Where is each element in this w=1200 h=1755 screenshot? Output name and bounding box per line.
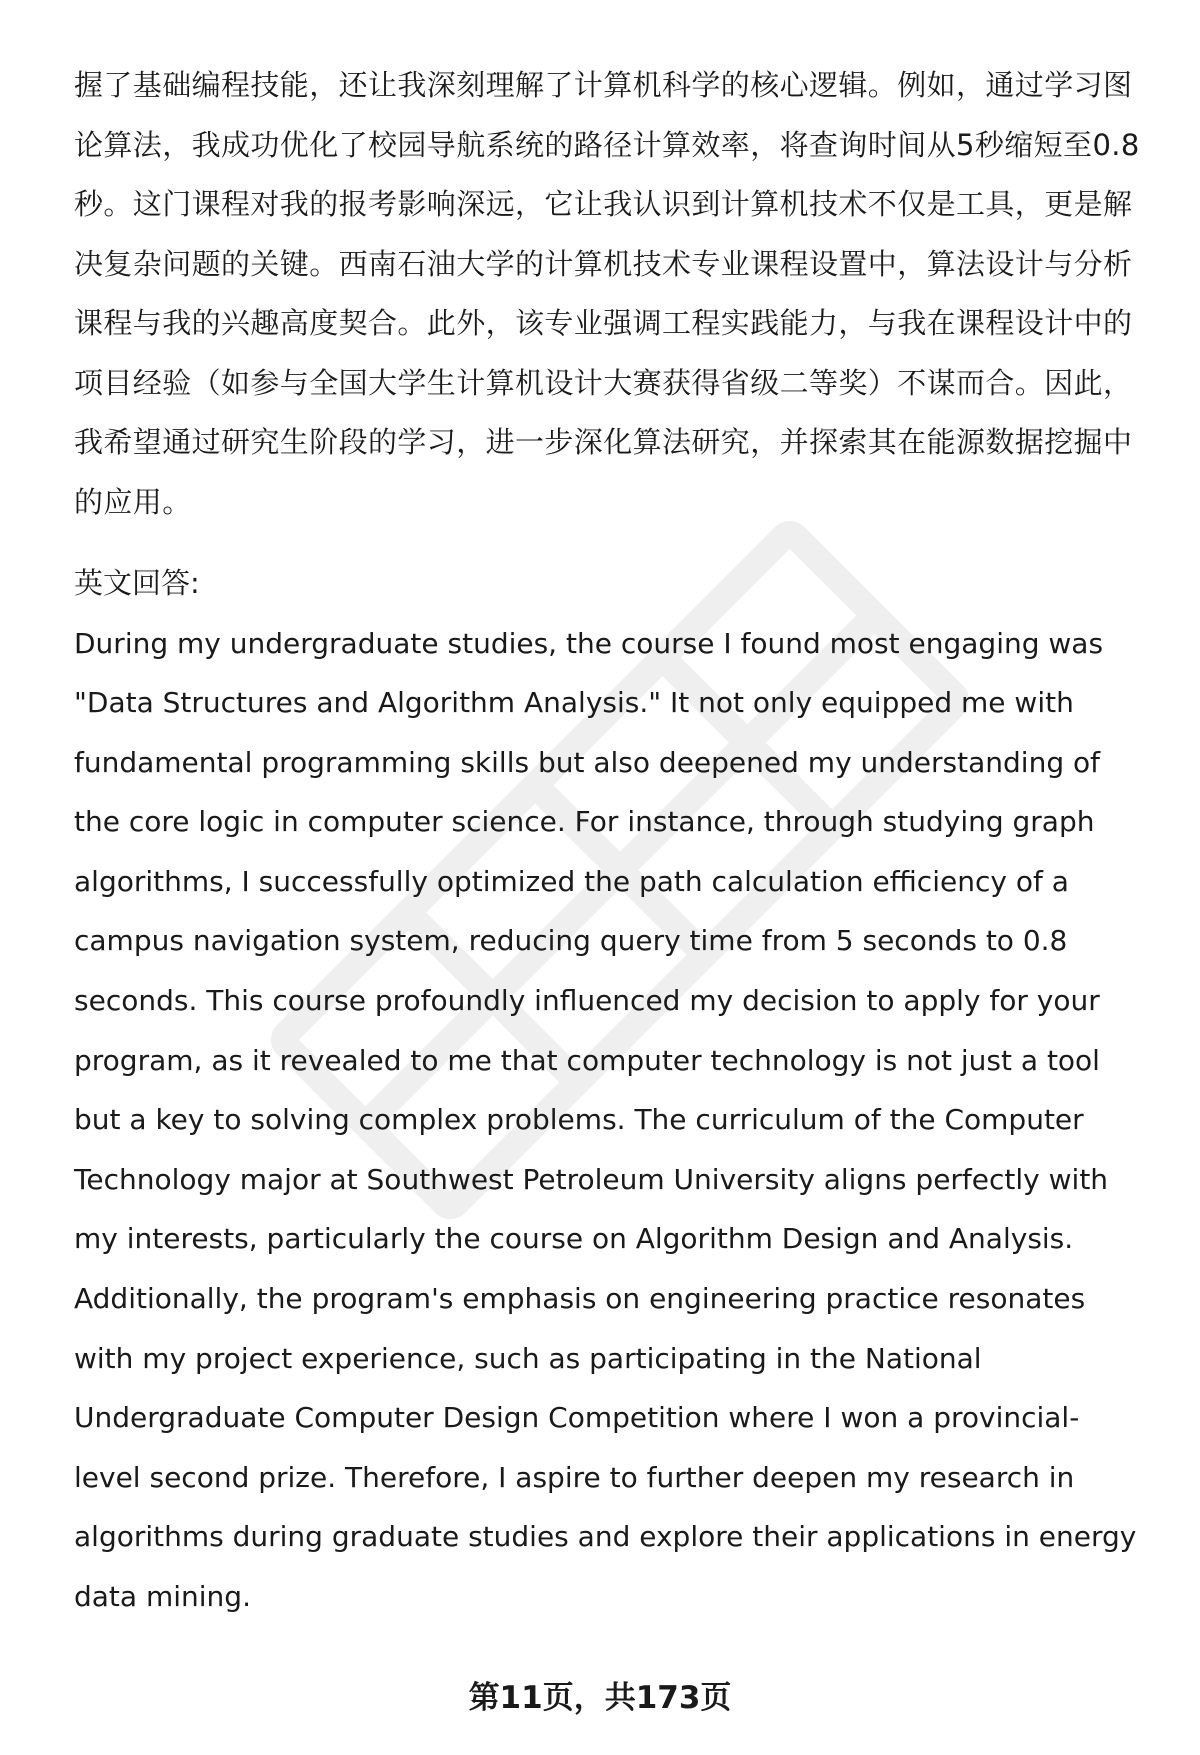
paragraph-line: During my undergraduate studies, the course I found most engaging was bbox=[74, 626, 1104, 660]
paragraph-line: Undergraduate Computer Design Competition where I won a provincial- bbox=[74, 1401, 1080, 1435]
paragraph-line: with my project experience, such as participating in the National bbox=[74, 1341, 982, 1375]
paragraph-line: 课程与我的兴趣高度契合。此外，该专业强调工程实践能力，与我在课程设计中的 bbox=[74, 306, 1133, 340]
paragraph-line: 项目经验（如参与全国大学生计算机设计大赛获得省级二等奖）不谋而合。因此， bbox=[74, 365, 1133, 400]
paragraph-line: 我希望通过研究生阶段的学习，进一步深化算法研究，并探索其在能源数据挖掘中 bbox=[74, 425, 1133, 459]
paragraph-line: 论算法，我成功优化了校园导航系统的路径计算效率，将查询时间从5秒缩短至0.8 bbox=[74, 127, 1140, 162]
paragraph-line: 的应用。 bbox=[74, 484, 192, 519]
paragraph-line: algorithms, I successfully optimized the path calculation efficiency of a bbox=[74, 864, 1069, 898]
paragraph-line: fundamental programming skills but also deepened my understanding of bbox=[74, 745, 1100, 779]
english-answer-label: 英文回答: bbox=[74, 566, 200, 600]
paragraph-line: the core logic in computer science. For instance, through studying graph bbox=[74, 805, 1095, 839]
paragraph-line: my interests, particularly the course on Algorithm Design and Analysis. bbox=[74, 1222, 1074, 1256]
paragraph-line: algorithms during graduate studies and explore their applications in energy bbox=[74, 1520, 1137, 1554]
paragraph-line: but a key to solving complex problems. The curriculum of the Computer bbox=[74, 1103, 1084, 1137]
paragraph-line: campus navigation system, reducing query time from 5 seconds to 0.8 bbox=[74, 924, 1068, 958]
paragraph-line: Additionally, the program's emphasis on engineering practice resonates bbox=[74, 1282, 1086, 1316]
paragraph-line: data mining. bbox=[74, 1580, 251, 1613]
paragraph-line: level second prize. Therefore, I aspire to further deepen my research in bbox=[74, 1460, 1075, 1494]
paragraph-line: program, as it revealed to me that computer technology is not just a tool bbox=[74, 1043, 1100, 1077]
paragraph-line: seconds. This course profoundly influenced my decision to apply for your bbox=[74, 984, 1100, 1018]
chinese-answer-paragraph bbox=[74, 56, 1140, 532]
paragraph-line: 决复杂问题的关键。西南石油大学的计算机技术专业课程设置中，算法设计与分析 bbox=[74, 246, 1133, 281]
english-answer-paragraph bbox=[74, 614, 1140, 1627]
paragraph-line: "Data Structures and Algorithm Analysis." It not only equipped me with bbox=[74, 686, 1074, 720]
paragraph-line: Technology major at Southwest Petroleum University aligns perfectly with bbox=[74, 1162, 1109, 1196]
page-number-footer: 第11页，共173页 bbox=[468, 1680, 732, 1716]
paragraph-line: 秒。这门课程对我的报考影响深远，它让我认识到计算机技术不仅是工具，更是解 bbox=[74, 187, 1133, 221]
paragraph-line: 握了基础编程技能，还让我深刻理解了计算机科学的核心逻辑。例如，通过学习图 bbox=[74, 68, 1133, 102]
